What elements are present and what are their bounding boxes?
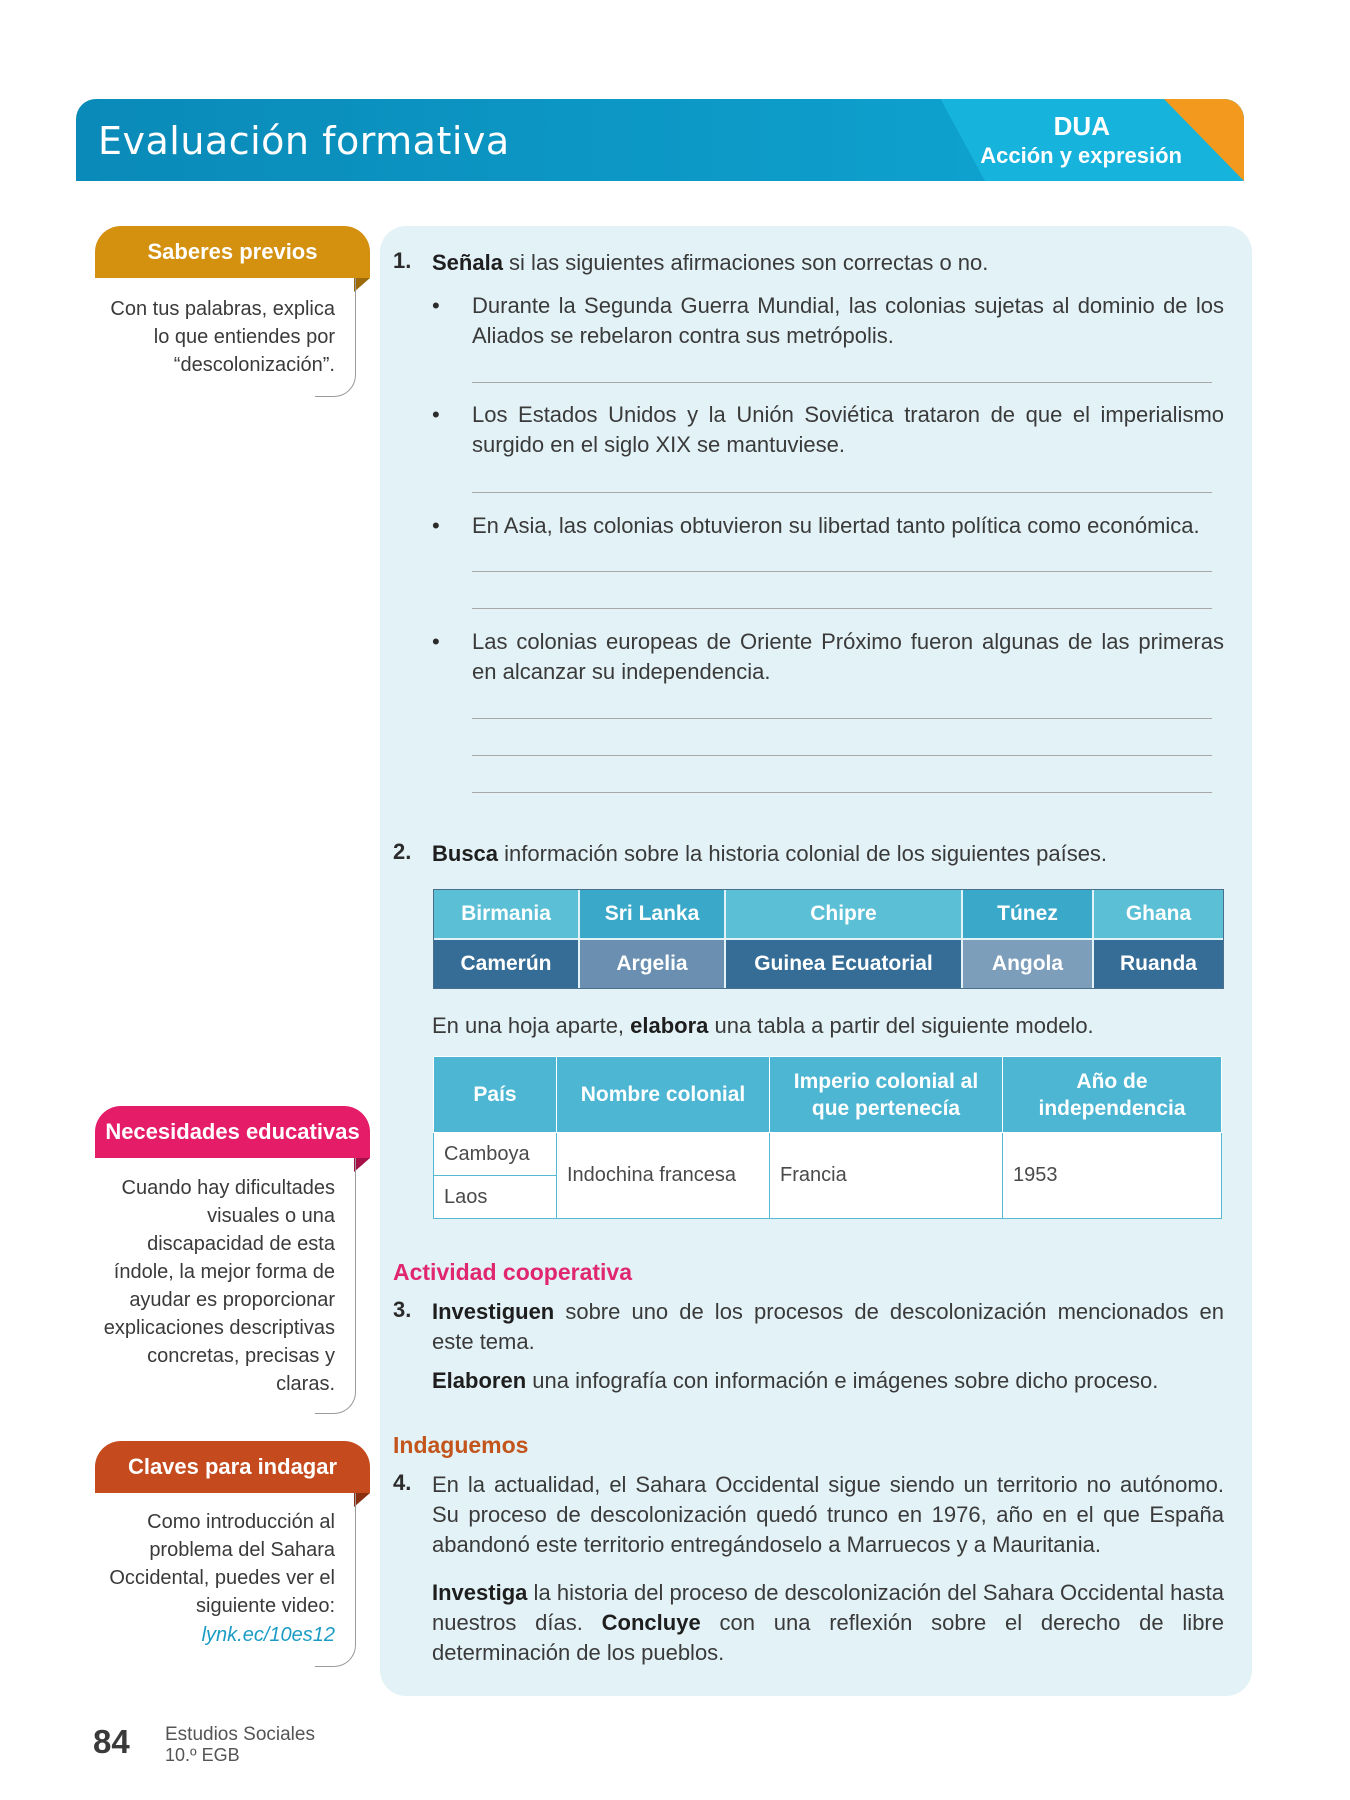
bullet: • [432,513,440,538]
country-cell: Sri Lanka [580,890,726,938]
question-3-task [432,1366,1224,1396]
table-cell: 1953 [1003,1133,1222,1219]
footer-subject: Estudios Sociales [165,1724,315,1745]
question-1-verb: Señala [432,250,503,275]
countries-row-2 [434,938,1223,988]
saberes-previos-tag [95,226,370,278]
table-row [434,1133,1222,1176]
bullet: • [432,402,440,427]
country-cell: Camerún [434,940,580,988]
tag-notch [354,1493,370,1507]
question-1-prompt [432,248,988,278]
claves-para-indagar-text: Como introducción al problema del Sahara Occidental, puedes ver el siguiente video: [109,1511,335,1617]
statement-1: Durante la Segunda Guerra Mundial, las colonias sujetas al dominio de los Aliados se rebelaron contra sus metrópolis. [472,293,1224,348]
necesidades-educativas-label: Necesidades educativas [105,1119,360,1144]
section-title-indaguemos: Indaguemos [393,1432,529,1458]
question-4-verb: Investiga [432,1580,528,1605]
dua-label: DUA [1053,111,1110,141]
table-cell: Laos [434,1176,557,1219]
country-cell: Angola [963,940,1094,988]
answer-line[interactable] [472,571,1212,572]
column-header: Imperio colonial al que pertenecía [770,1057,1003,1133]
answer-line[interactable] [472,382,1212,383]
table-cell: Francia [770,1133,1003,1219]
statement-3: En Asia, las colonias obtuvieron su libertad tanto política como económica. [472,513,1200,538]
tag-notch [354,1158,370,1172]
side-bracket [315,278,356,397]
table-cell: Camboya [434,1133,557,1176]
statement-2: Los Estados Unidos y la Unión Soviética trataron de que el imperialismo surgido en el siglo XIX se mantuviese. [472,402,1224,457]
instruction-verb: elabora [630,1013,709,1038]
country-cell: Birmania [434,890,580,938]
table-header-row [434,1057,1222,1133]
question-2-verb: Busca [432,841,499,866]
countries-row-1 [434,890,1223,938]
saberes-previos-text: Con tus palabras, explica lo que entiendes por “descolonización”. [110,298,335,376]
question-4-number: 4. [393,1470,412,1495]
claves-para-indagar-tag [95,1441,370,1493]
side-bracket [315,1158,356,1414]
side-bracket [315,1493,356,1667]
table-cell: Indochina francesa [557,1133,770,1219]
question-2-prompt [432,839,1107,869]
bullet: • [432,293,440,318]
column-header: País [434,1057,557,1133]
question-4-text-2: con una reflexión sobre el derecho de libre determinación de los pueblos. [432,1610,1224,1665]
saberes-previos-label: Saberes previos [147,239,318,264]
question-3-number: 3. [393,1297,412,1322]
country-cell: Túnez [963,890,1094,938]
question-3-verb: Investiguen [432,1299,555,1324]
question-4-context: En la actualidad, el Sahara Occidental sigue siendo un territorio no autónomo. Su proceso de descolonización quedó trunco en 1976, año en el que España abandonó este territorio entregándoselo a Marruecos y a Mauritania. [432,1472,1224,1557]
necesidades-educativas-tag [95,1106,370,1158]
section-title-actividad: Actividad cooperativa [393,1259,633,1285]
instruction-pre: En una hoja aparte, [432,1013,631,1038]
answer-line[interactable] [472,718,1212,719]
country-cell: Argelia [580,940,726,988]
column-header: Nombre colonial [557,1057,770,1133]
table-instruction [432,1011,1094,1041]
country-cell: Ruanda [1094,940,1223,988]
question-2-text: información sobre la historia colonial de los siguientes países. [498,841,1108,866]
page-title: Evaluación formativa [98,119,510,163]
question-4-task [432,1578,1224,1668]
claves-para-indagar-label: Claves para indagar [127,1454,338,1479]
instruction-text: una tabla a partir del siguiente modelo. [708,1013,1094,1038]
footer-grade: 10.º EGB [165,1745,240,1765]
necesidades-educativas-text: Cuando hay dificultades visuales o una discapacidad de esta índole, la mejor forma de ayudar es proporcionar explicaciones descriptivas concretas, precisas y claras. [103,1177,335,1395]
answer-line[interactable] [472,492,1212,493]
model-table [433,1056,1222,1219]
question-1-text: si las siguientes afirmaciones son correctas o no. [502,250,989,275]
question-2-number: 2. [393,839,412,864]
question-1-number: 1. [393,248,412,273]
statement-4: Las colonias europeas de Oriente Próximo fueron algunas de las primeras en alcanzar su independencia. [472,629,1224,684]
question-3-text-2: una infografía con información e imágenes sobre dicho proceso. [526,1368,1159,1393]
section-header [76,99,1244,181]
page-number: 84 [93,1723,130,1760]
country-cell: Chipre [726,890,963,938]
question-3-prompt [432,1297,1224,1357]
video-link[interactable]: lynk.ec/10es12 [201,1624,335,1646]
question-4-verb-2: Concluye [601,1610,701,1635]
answer-line[interactable] [472,792,1212,793]
tag-notch [354,278,370,292]
bullet: • [432,629,440,654]
country-cell: Guinea Ecuatorial [726,940,963,988]
answer-line[interactable] [472,755,1212,756]
country-cell: Ghana [1094,890,1223,938]
question-3-text: sobre uno de los procesos de descolonización mencionados en este tema. [432,1299,1224,1354]
column-header: Año de independencia [1003,1057,1222,1133]
answer-line[interactable] [472,608,1212,609]
question-4-text: la historia del proceso de descolonización del Sahara Occidental hasta nuestros días. [432,1580,1224,1635]
question-3-verb-2: Elaboren [432,1368,527,1393]
dua-subtitle: Acción y expresión [980,143,1182,168]
countries-grid [433,889,1224,989]
